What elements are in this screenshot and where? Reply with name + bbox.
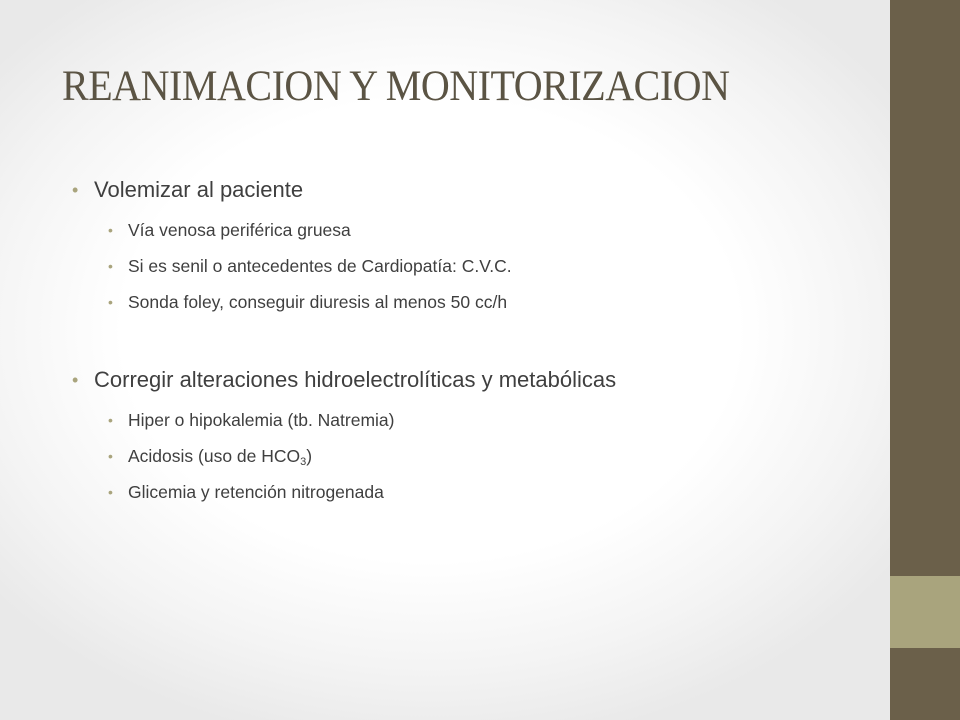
bullet-dot-icon: •: [108, 222, 113, 238]
sub-bullet-acidosis: [72, 442, 872, 470]
bullet-dot-icon: •: [108, 448, 113, 464]
bullet-dot-icon: •: [108, 484, 113, 500]
sub-bullet-kalemia: [72, 406, 872, 434]
bullet-dot-icon: •: [72, 370, 79, 390]
side-decoration-bar: [890, 0, 960, 720]
acidosis-text: Acidosis (uso de HCO: [128, 446, 301, 466]
sub-bullet-text: Sonda foley, conseguir diuresis al menos 50 cc/h: [128, 292, 508, 312]
acidosis-close: ): [306, 446, 313, 466]
sub-bullet-glicemia: [72, 478, 872, 506]
bullet-dot-icon: •: [72, 180, 79, 200]
slide-content: [72, 172, 872, 506]
bullet-text: Volemizar al paciente: [94, 177, 304, 202]
sub-bullet-text: [128, 446, 312, 466]
bullet-corregir: [72, 362, 872, 398]
sub-bullet-text: Vía venosa periférica gruesa: [128, 220, 351, 240]
bullet-text: Corregir alteraciones hidroelectrolíticas y metabólicas: [94, 367, 617, 392]
side-accent-block: [890, 576, 960, 648]
bullet-dot-icon: •: [108, 258, 113, 274]
bullet-dot-icon: •: [108, 412, 113, 428]
sub-bullet-cvc: [72, 252, 872, 280]
bullet-dot-icon: •: [108, 294, 113, 310]
bullet-volemizar: [72, 172, 872, 208]
sub-bullet-via-venosa: [72, 216, 872, 244]
sub-bullet-text: Si es senil o antecedentes de Cardiopatía: C.V.C.: [128, 256, 512, 276]
sub-bullet-text: Glicemia y retención nitrogenada: [128, 482, 384, 502]
sub-bullet-text: Hiper o hipokalemia (tb. Natremia): [128, 410, 395, 430]
slide-title: REANIMACION Y MONITORIZACION: [62, 63, 730, 110]
sub-bullet-sonda-foley: [72, 288, 872, 316]
subscript-3: 3: [300, 456, 307, 468]
